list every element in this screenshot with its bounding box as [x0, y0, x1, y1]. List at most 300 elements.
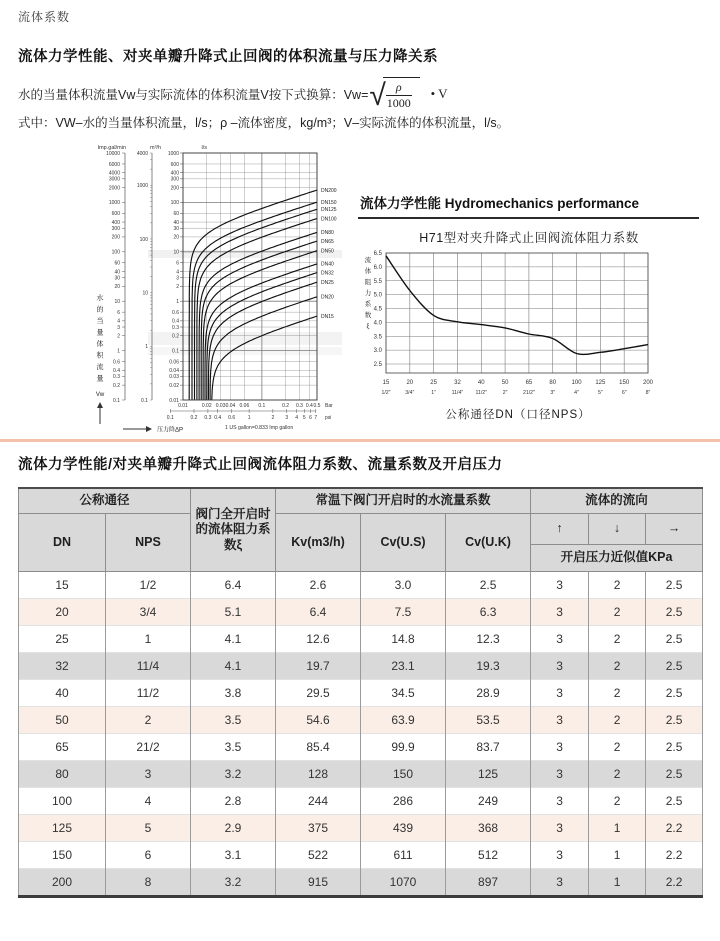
- svg-text:0.1: 0.1: [166, 415, 174, 421]
- arrow-right-icon: →: [646, 514, 703, 545]
- table-cell: 2.5: [646, 761, 703, 788]
- table-cell: 12.3: [446, 626, 531, 653]
- table-cell: 12.6: [276, 626, 361, 653]
- svg-text:体: 体: [364, 268, 372, 275]
- radical-sign: √: [369, 78, 386, 112]
- table-cell: 3/4: [106, 599, 191, 626]
- svg-text:压力降ΔP: 压力降ΔP: [157, 427, 184, 434]
- header-cv-uk: Cv(U.K): [446, 514, 531, 572]
- svg-text:40: 40: [477, 380, 485, 386]
- svg-text:阻: 阻: [364, 279, 372, 286]
- svg-text:100: 100: [571, 380, 582, 386]
- svg-text:2: 2: [117, 333, 120, 340]
- svg-text:DN80: DN80: [321, 230, 334, 237]
- svg-text:Bar: Bar: [325, 403, 333, 409]
- table-cell: 3.5: [191, 734, 276, 761]
- svg-text:400: 400: [111, 219, 120, 226]
- table-cell: 368: [446, 815, 531, 842]
- table-cell: 34.5: [361, 680, 446, 707]
- table-cell: 439: [361, 815, 446, 842]
- table-cell: 1: [106, 626, 191, 653]
- svg-text:3000: 3000: [108, 176, 120, 183]
- svg-text:0.3: 0.3: [204, 415, 212, 421]
- svg-text:5.0: 5.0: [373, 292, 382, 299]
- table-cell: 2: [589, 734, 646, 761]
- svg-text:Vw: Vw: [95, 392, 105, 398]
- table-header: [19, 488, 703, 572]
- table-cell: 128: [276, 761, 361, 788]
- table-cell: 150: [19, 842, 106, 869]
- svg-text:Imp.gal/min: Imp.gal/min: [97, 145, 126, 151]
- table-cell: 125: [19, 815, 106, 842]
- table-row: [19, 626, 703, 653]
- formula-legend: 式中：VW–水的当量体积流量，l/s；ρ –流体密度，kg/m³；V–实际流体的体积流量，l/s。: [18, 116, 510, 130]
- svg-text:6.0: 6.0: [373, 264, 382, 271]
- svg-text:4″: 4″: [574, 390, 579, 396]
- svg-text:0.4: 0.4: [113, 368, 120, 375]
- table-cell: 150: [361, 761, 446, 788]
- svg-text:10: 10: [114, 299, 120, 305]
- svg-text:200: 200: [111, 234, 120, 241]
- table-cell: 2.8: [191, 788, 276, 815]
- table-cell: 2: [589, 761, 646, 788]
- svg-text:2: 2: [271, 415, 275, 421]
- table-cell: 7.5: [361, 599, 446, 626]
- svg-text:15: 15: [382, 380, 390, 386]
- table-row: [19, 815, 703, 842]
- svg-text:3: 3: [176, 275, 179, 282]
- svg-text:积: 积: [96, 352, 104, 360]
- table-row: [19, 788, 703, 815]
- svg-text:0.3: 0.3: [113, 374, 120, 381]
- svg-text:60: 60: [173, 211, 179, 218]
- table-cell: 3: [531, 734, 589, 761]
- svg-text:32: 32: [454, 380, 461, 386]
- svg-text:4: 4: [295, 415, 299, 421]
- table-body: [19, 572, 703, 897]
- svg-text:0.02: 0.02: [201, 403, 212, 409]
- svg-text:DN25: DN25: [321, 280, 334, 287]
- header-opening-pressure: 开启压力近似值KPa: [531, 545, 703, 572]
- svg-text:300: 300: [170, 176, 179, 183]
- svg-text:4: 4: [117, 318, 120, 325]
- svg-text:4: 4: [176, 269, 179, 276]
- table-cell: 200: [19, 869, 106, 897]
- table-cell: 3: [531, 599, 589, 626]
- svg-text:水: 水: [96, 295, 104, 302]
- svg-text:0.1: 0.1: [172, 348, 179, 355]
- table-cell: 3: [531, 653, 589, 680]
- table-row: [19, 869, 703, 897]
- svg-text:5.5: 5.5: [373, 278, 382, 285]
- svg-text:的: 的: [96, 306, 104, 314]
- header-dn: DN: [19, 514, 106, 572]
- table-cell: 6.4: [191, 572, 276, 599]
- svg-text:100: 100: [139, 236, 148, 243]
- svg-text:6″: 6″: [621, 390, 627, 396]
- svg-text:DN150: DN150: [321, 199, 337, 206]
- svg-text:125: 125: [595, 380, 606, 386]
- table-cell: 4.1: [191, 626, 276, 653]
- table-cell: 3.0: [361, 572, 446, 599]
- fraction-numerator: ρ: [386, 81, 412, 96]
- table-cell: 3: [531, 788, 589, 815]
- svg-text:11/2″: 11/2″: [475, 390, 488, 396]
- svg-text:DN32: DN32: [321, 270, 334, 277]
- svg-text:0.2: 0.2: [172, 333, 179, 340]
- table-cell: 375: [276, 815, 361, 842]
- hydromechanics-block: [358, 192, 700, 422]
- table-cell: 3.1: [191, 842, 276, 869]
- table-cell: 1: [589, 815, 646, 842]
- svg-text:1000: 1000: [136, 183, 148, 190]
- table-cell: 2: [589, 599, 646, 626]
- svg-text:11/4″: 11/4″: [451, 390, 464, 396]
- svg-text:10: 10: [173, 249, 179, 256]
- table-cell: 3: [531, 842, 589, 869]
- svg-text:系: 系: [364, 301, 372, 308]
- svg-text:0.04: 0.04: [225, 403, 236, 409]
- header-nominal-diameter: 公称通径: [19, 488, 191, 514]
- svg-text:数: 数: [364, 312, 372, 319]
- table-cell: 3: [531, 707, 589, 734]
- section1-title: 流体力学性能、对夹单瓣升降式止回阀的体积流量与压力降关系: [18, 49, 438, 65]
- svg-text:25: 25: [430, 380, 437, 386]
- flow-pressure-chart: [30, 140, 365, 440]
- resistance-chart-svg: [358, 248, 700, 400]
- table-cell: 15: [19, 572, 106, 599]
- svg-text:30: 30: [173, 226, 179, 233]
- arrow-up-icon: ↑: [531, 514, 589, 545]
- svg-text:8″: 8″: [645, 390, 651, 396]
- svg-text:1: 1: [145, 344, 148, 351]
- table-cell: 2: [589, 707, 646, 734]
- table-cell: 5: [106, 815, 191, 842]
- svg-text:0.01: 0.01: [178, 403, 188, 409]
- svg-text:0.4: 0.4: [214, 415, 222, 421]
- table-cell: 6.3: [446, 599, 531, 626]
- svg-text:50: 50: [501, 380, 509, 386]
- svg-text:当: 当: [96, 318, 104, 325]
- table-cell: 915: [276, 869, 361, 897]
- table-cell: 3.5: [191, 707, 276, 734]
- table-cell: 19.7: [276, 653, 361, 680]
- svg-text:ξ: ξ: [366, 323, 370, 330]
- svg-text:0.3: 0.3: [296, 403, 303, 409]
- table-cell: 2: [589, 626, 646, 653]
- table-cell: 25: [19, 626, 106, 653]
- svg-text:4000: 4000: [136, 150, 148, 157]
- svg-text:600: 600: [111, 211, 120, 218]
- svg-text:6: 6: [117, 309, 120, 316]
- svg-text:0.2: 0.2: [113, 382, 120, 389]
- table-cell: 65: [19, 734, 106, 761]
- page-top-label: 流体系数: [18, 10, 71, 24]
- table-cell: 3: [106, 761, 191, 788]
- table-cell: 3.2: [191, 761, 276, 788]
- table-cell: 99.9: [361, 734, 446, 761]
- table-cell: 29.5: [276, 680, 361, 707]
- table-cell: 2: [589, 680, 646, 707]
- svg-text:DN125: DN125: [321, 207, 337, 214]
- svg-text:0.4: 0.4: [305, 403, 313, 409]
- table-cell: 3.2: [191, 869, 276, 897]
- svg-text:0.03: 0.03: [169, 374, 179, 381]
- table-cell: 2.5: [646, 653, 703, 680]
- svg-text:3: 3: [285, 415, 289, 421]
- svg-text:3/4″: 3/4″: [405, 390, 415, 396]
- svg-text:20: 20: [114, 284, 120, 291]
- svg-text:4000: 4000: [108, 170, 120, 177]
- table-cell: 2.5: [646, 707, 703, 734]
- svg-text:1000: 1000: [167, 150, 179, 157]
- fraction-denominator: 1000: [386, 96, 411, 110]
- svg-text:200: 200: [642, 380, 654, 386]
- svg-text:0.4: 0.4: [172, 318, 179, 325]
- table-cell: 40: [19, 680, 106, 707]
- svg-text:l/s: l/s: [201, 145, 207, 151]
- table-cell: 50: [19, 707, 106, 734]
- table-cell: 1/2: [106, 572, 191, 599]
- svg-text:DN20: DN20: [321, 294, 334, 301]
- pink-divider: [0, 439, 720, 442]
- table-cell: 249: [446, 788, 531, 815]
- svg-text:21/2″: 21/2″: [522, 390, 535, 396]
- table-cell: 3: [531, 680, 589, 707]
- svg-text:DN100: DN100: [321, 216, 337, 223]
- svg-text:7: 7: [314, 415, 318, 421]
- svg-text:2000: 2000: [108, 185, 120, 192]
- table-cell: 8: [106, 869, 191, 897]
- table-cell: 5.1: [191, 599, 276, 626]
- svg-text:1 US gallon=0.833 Imp gallon: 1 US gallon=0.833 Imp gallon: [225, 425, 294, 431]
- table-cell: 522: [276, 842, 361, 869]
- table-cell: 19.3: [446, 653, 531, 680]
- svg-text:0.1: 0.1: [258, 403, 266, 409]
- flow-chart-svg: [30, 140, 365, 440]
- svg-text:1: 1: [247, 415, 251, 421]
- table-cell: 54.6: [276, 707, 361, 734]
- table-cell: 2.5: [646, 626, 703, 653]
- table-cell: 512: [446, 842, 531, 869]
- svg-text:10: 10: [142, 290, 148, 297]
- formula-suffix: • V: [430, 86, 448, 101]
- svg-text:2″: 2″: [502, 390, 508, 396]
- svg-text:0.6: 0.6: [172, 309, 179, 316]
- svg-text:0.6: 0.6: [113, 359, 120, 366]
- table-row: [19, 707, 703, 734]
- svg-text:3.5: 3.5: [373, 334, 382, 341]
- svg-text:150: 150: [619, 380, 630, 386]
- table-cell: 63.9: [361, 707, 446, 734]
- table-cell: 2.5: [646, 788, 703, 815]
- table-cell: 28.9: [446, 680, 531, 707]
- svg-text:DN65: DN65: [321, 238, 334, 245]
- coefficient-table: [18, 487, 703, 898]
- svg-text:0.1: 0.1: [113, 397, 120, 404]
- table-cell: 2.2: [646, 869, 703, 897]
- table-row: [19, 761, 703, 788]
- table-cell: 2: [589, 572, 646, 599]
- svg-text:流: 流: [364, 257, 372, 264]
- svg-text:DN200: DN200: [321, 187, 337, 194]
- svg-text:4.0: 4.0: [373, 320, 382, 327]
- table-cell: 2.2: [646, 842, 703, 869]
- svg-text:5″: 5″: [597, 390, 603, 396]
- table-cell: 20: [19, 599, 106, 626]
- header-cv-us: Cv(U.S): [361, 514, 446, 572]
- svg-text:30: 30: [114, 275, 120, 282]
- header-resistance-coefficient: 阀门全开启时的流体阻力系数ξ: [191, 488, 276, 572]
- svg-text:65: 65: [525, 380, 533, 386]
- fraction: [386, 81, 412, 111]
- table-cell: 11/4: [106, 653, 191, 680]
- svg-text:量: 量: [96, 329, 104, 337]
- table-cell: 286: [361, 788, 446, 815]
- svg-text:6.5: 6.5: [373, 251, 382, 257]
- svg-text:1000: 1000: [108, 200, 120, 207]
- table-cell: 21/2: [106, 734, 191, 761]
- table-cell: 4.1: [191, 653, 276, 680]
- svg-text:体: 体: [96, 341, 104, 348]
- table-cell: 3: [531, 869, 589, 897]
- svg-text:100: 100: [111, 249, 120, 256]
- table-cell: 85.4: [276, 734, 361, 761]
- table-row: [19, 572, 703, 599]
- resistance-chart-xlabel: 公称通径DN（口径NPS）: [445, 409, 591, 421]
- table-cell: 3: [531, 626, 589, 653]
- arrow-down-icon: ↓: [589, 514, 646, 545]
- table-cell: 2.2: [646, 815, 703, 842]
- table-cell: 3: [531, 815, 589, 842]
- svg-text:1″: 1″: [431, 390, 437, 396]
- svg-text:0.1: 0.1: [141, 397, 148, 404]
- table-cell: 244: [276, 788, 361, 815]
- svg-text:0.06: 0.06: [239, 403, 250, 409]
- svg-text:20: 20: [406, 380, 414, 386]
- table-cell: 80: [19, 761, 106, 788]
- svg-text:0.2: 0.2: [282, 403, 290, 409]
- table-cell: 3.8: [191, 680, 276, 707]
- table-row: [19, 842, 703, 869]
- table-cell: 611: [361, 842, 446, 869]
- svg-text:2: 2: [176, 284, 179, 291]
- table-cell: 32: [19, 653, 106, 680]
- table-cell: 2.5: [646, 734, 703, 761]
- svg-text:3″: 3″: [550, 390, 556, 396]
- svg-text:20: 20: [173, 234, 179, 241]
- header-kv: Kv(m3/h): [276, 514, 361, 572]
- table-row: [19, 653, 703, 680]
- table-cell: 14.8: [361, 626, 446, 653]
- table-row: [19, 734, 703, 761]
- table-cell: 2: [589, 788, 646, 815]
- svg-text:0.04: 0.04: [169, 368, 179, 375]
- table-row: [19, 599, 703, 626]
- svg-text:80: 80: [549, 380, 557, 386]
- svg-text:300: 300: [111, 226, 120, 233]
- svg-text:60: 60: [114, 260, 120, 267]
- svg-text:400: 400: [170, 170, 179, 177]
- svg-text:0.03: 0.03: [215, 403, 226, 409]
- formula-prefix: 水的当量体积流量Vw与实际流体的体积流量V按下式换算：Vw=: [18, 88, 369, 102]
- table-cell: 2.6: [276, 572, 361, 599]
- svg-text:DN50: DN50: [321, 248, 334, 255]
- svg-text:100: 100: [170, 200, 179, 207]
- svg-text:DN15: DN15: [321, 313, 334, 320]
- table-cell: 2.5: [646, 572, 703, 599]
- table-cell: 1: [589, 842, 646, 869]
- table-cell: 1070: [361, 869, 446, 897]
- table-cell: 4: [106, 788, 191, 815]
- table-cell: 2: [106, 707, 191, 734]
- svg-text:10000: 10000: [106, 150, 120, 157]
- header-nps: NPS: [106, 514, 191, 572]
- svg-text:0.01: 0.01: [169, 397, 179, 404]
- header-flow-coefficient-group: 常温下阀门开启时的水流量系数: [276, 488, 531, 514]
- table-cell: 3: [531, 572, 589, 599]
- svg-text:1: 1: [176, 299, 179, 305]
- table-cell: 6.4: [276, 599, 361, 626]
- svg-text:m³/h: m³/h: [150, 145, 161, 151]
- header-flow-direction: 流体的流向: [531, 488, 703, 514]
- svg-text:力: 力: [364, 290, 372, 297]
- table-cell: 125: [446, 761, 531, 788]
- svg-text:600: 600: [170, 161, 179, 168]
- svg-text:量: 量: [96, 375, 104, 383]
- svg-text:1/2″: 1/2″: [381, 390, 391, 396]
- svg-text:3.0: 3.0: [373, 348, 382, 355]
- table-cell: 83.7: [446, 734, 531, 761]
- table-row: [19, 680, 703, 707]
- svg-text:流: 流: [96, 364, 104, 371]
- svg-text:6000: 6000: [108, 161, 120, 168]
- table-cell: 53.5: [446, 707, 531, 734]
- conversion-formula: [18, 76, 448, 112]
- table-cell: 2.9: [191, 815, 276, 842]
- table-cell: 897: [446, 869, 531, 897]
- svg-text:DN40: DN40: [321, 261, 334, 268]
- hydromechanics-header: 流体力学性能 Hydromechanics performance: [358, 192, 699, 219]
- table-cell: 6: [106, 842, 191, 869]
- table-cell: 1: [589, 869, 646, 897]
- table-cell: 100: [19, 788, 106, 815]
- svg-text:6: 6: [309, 415, 312, 421]
- section2-title: 流体力学性能/对夹单瓣升降式止回阀流体阻力系数、流量系数及开启压力: [18, 457, 503, 473]
- svg-text:1: 1: [117, 348, 120, 355]
- svg-text:40: 40: [173, 219, 179, 226]
- svg-text:5: 5: [302, 415, 306, 421]
- table-cell: 2.5: [646, 599, 703, 626]
- svg-text:0.02: 0.02: [169, 382, 179, 389]
- svg-text:40: 40: [114, 269, 120, 276]
- svg-text:0.06: 0.06: [169, 359, 179, 366]
- svg-text:0.3: 0.3: [172, 324, 179, 331]
- svg-text:psi: psi: [325, 415, 332, 421]
- svg-text:200: 200: [170, 185, 179, 192]
- table-cell: 2.5: [646, 680, 703, 707]
- table-cell: 2.5: [446, 572, 531, 599]
- table-cell: 2: [589, 653, 646, 680]
- svg-text:0.2: 0.2: [190, 415, 198, 421]
- table-cell: 23.1: [361, 653, 446, 680]
- svg-text:4.5: 4.5: [373, 306, 382, 313]
- sqrt-expression: [369, 77, 419, 111]
- svg-text:0.6: 0.6: [228, 415, 236, 421]
- svg-text:0.5: 0.5: [313, 403, 321, 409]
- resistance-chart-title: H71型对夹升降式止回阀流体阻力系数: [419, 231, 639, 245]
- svg-text:6: 6: [176, 260, 179, 267]
